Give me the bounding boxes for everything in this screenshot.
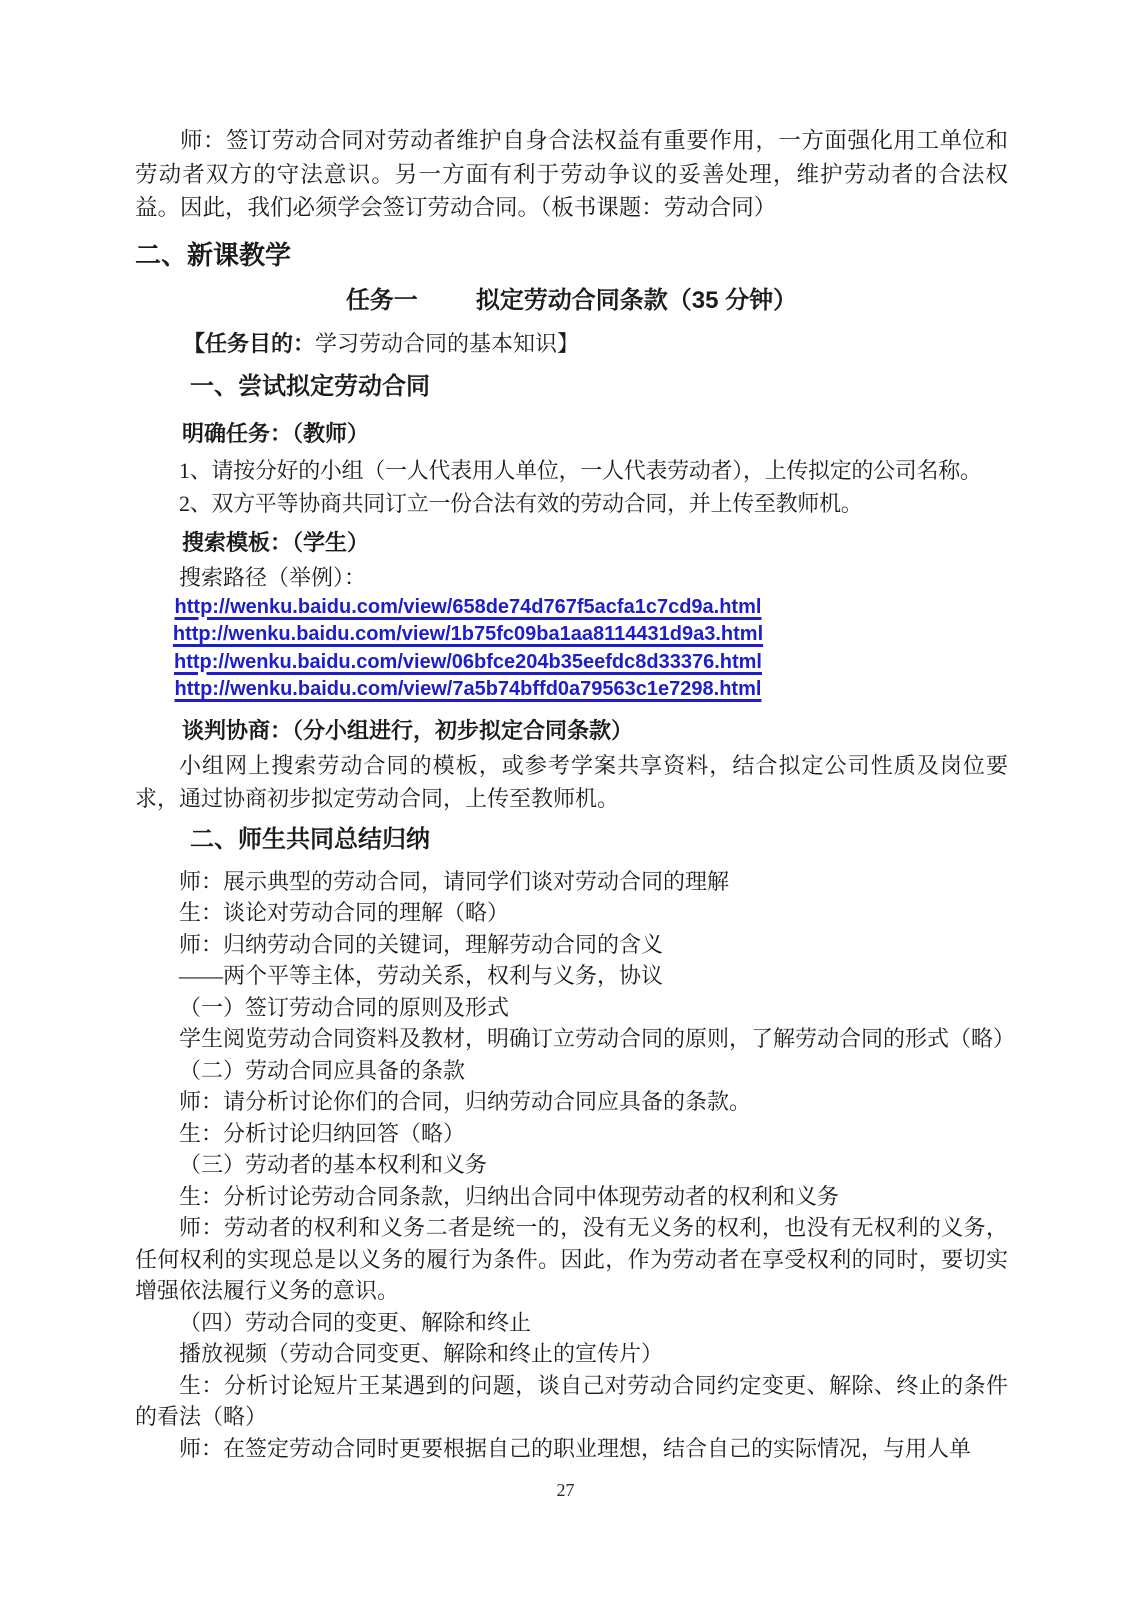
intro-paragraph: 师：签订劳动合同对劳动者维护自身合法权益有重要作用，一方面强化用工单位和劳动者双方的守法意识。另一方面有利于劳动争议的妥善处理，维护劳动者的合法权益。因此，我们必须学会签订劳动合同。（板书课题：劳动合同） bbox=[135, 128, 1008, 220]
wenku-link-row bbox=[135, 649, 801, 677]
wenku-link[interactable]: http://wenku.baidu.com/view/06bfce204b35eefdc8d33376.html bbox=[174, 650, 762, 673]
wenku-link-list bbox=[135, 594, 801, 704]
task-purpose-text: 学习劳动合同的基本知识】 bbox=[315, 330, 580, 356]
dialog-line: 生：分析讨论短片王某遇到的问题，谈自己对劳动合同约定变更、解除、终止的条件的看法（略） bbox=[135, 1372, 1008, 1429]
dialog-line: 师：在签定劳动合同时更要根据自己的职业理想，结合自己的实际情况，与用人单 bbox=[179, 1435, 972, 1461]
dialog-line: 生：分析讨论归纳回答（略） bbox=[179, 1120, 466, 1146]
wenku-link[interactable]: http://wenku.baidu.com/view/1b75fc09ba1aa8114431d9a3.html bbox=[172, 623, 764, 645]
task-purpose-prefix: 【任务目的： bbox=[183, 330, 316, 356]
dialog-line: 播放视频（劳动合同变更、解除和终止的宣传片） bbox=[179, 1341, 664, 1366]
wenku-link-row bbox=[135, 594, 801, 622]
task-one-heading bbox=[135, 283, 1008, 319]
negotiation-paragraph: 小组网上搜索劳动合同的模板，或参考学案共享资料，结合拟定公司性质及岗位要求，通过协商初步拟定劳动合同，上传至教师机。 bbox=[135, 752, 1008, 811]
dialog-line: 学生阅览劳动合同资料及教材，明确订立劳动合同的原则，了解劳动合同的形式（略） bbox=[179, 1026, 1016, 1051]
dialog-line: 师：归纳劳动合同的关键词，理解劳动合同的含义 bbox=[179, 931, 664, 957]
wenku-link-row bbox=[135, 676, 801, 704]
dialog-line: ——两个平等主体，劳动关系，权利与义务，协议 bbox=[179, 963, 664, 988]
subsection-heading-attempt-draft: 一、尝试拟定劳动合同 bbox=[190, 372, 430, 400]
negotiation-label: 谈判协商：（分小组进行，初步拟定合同条款） bbox=[182, 717, 634, 743]
task-purpose-line bbox=[135, 327, 1008, 361]
page-number: 27 bbox=[556, 1480, 575, 1500]
wenku-link-row bbox=[135, 621, 801, 649]
dialog-section bbox=[135, 866, 1016, 1465]
clarify-task-label: 明确任务：（教师） bbox=[182, 420, 370, 446]
dialog-line: 师：劳动者的权利和义务二者是统一的，没有无义务的权利，也没有无权利的义务，任何权利的实现总是以义务的履行为条件。因此，作为劳动者在享受权利的同时，要切实增强依法履行义务的意识。 bbox=[135, 1215, 1008, 1303]
subsection-heading-summary: 二、师生共同总结归纳 bbox=[190, 825, 430, 853]
dialog-line: （二）劳动合同应具备的条款 bbox=[179, 1057, 466, 1083]
search-path-label: 搜索路径（举例）： bbox=[179, 564, 367, 590]
section-heading-new-lesson: 二、新课教学 bbox=[135, 239, 292, 270]
dialog-line: （三）劳动者的基本权利和义务 bbox=[179, 1152, 488, 1177]
dialog-line: 生：谈论对劳动合同的理解（略） bbox=[179, 900, 510, 925]
task-one-label: 任务一 bbox=[345, 286, 418, 314]
task-item-list bbox=[135, 454, 1008, 520]
dialog-line: （四）劳动合同的变更、解除和终止 bbox=[179, 1309, 532, 1335]
page-content bbox=[135, 0, 1016, 1464]
search-template-label: 搜索模板：（学生） bbox=[182, 529, 370, 555]
dialog-line: 师：请分析讨论你们的合同，归纳劳动合同应具备的条款。 bbox=[179, 1089, 752, 1114]
task-item: 2、双方平等协商共同订立一份合法有效的劳动合同，并上传至教师机。 bbox=[179, 490, 863, 516]
task-one-title: 拟定劳动合同条款（35 分钟） bbox=[475, 286, 798, 314]
dialog-line: （一）签订劳动合同的原则及形式 bbox=[179, 994, 510, 1020]
task-item: 1、请按分好的小组（一人代表用人单位，一人代表劳动者），上传拟定的公司名称。 bbox=[179, 457, 982, 483]
dialog-line: 生：分析讨论劳动合同条款，归纳出合同中体现劳动者的权利和义务 bbox=[179, 1183, 840, 1209]
dialog-line: 师：展示典型的劳动合同，请同学们谈对劳动合同的理解 bbox=[179, 868, 730, 894]
wenku-link[interactable]: http://wenku.baidu.com/view/658de74d767f5acfa1c7cd9a.html bbox=[174, 595, 762, 618]
wenku-link[interactable]: http://wenku.baidu.com/view/7a5b74bffd0a79563c1e7298.html bbox=[174, 678, 762, 700]
